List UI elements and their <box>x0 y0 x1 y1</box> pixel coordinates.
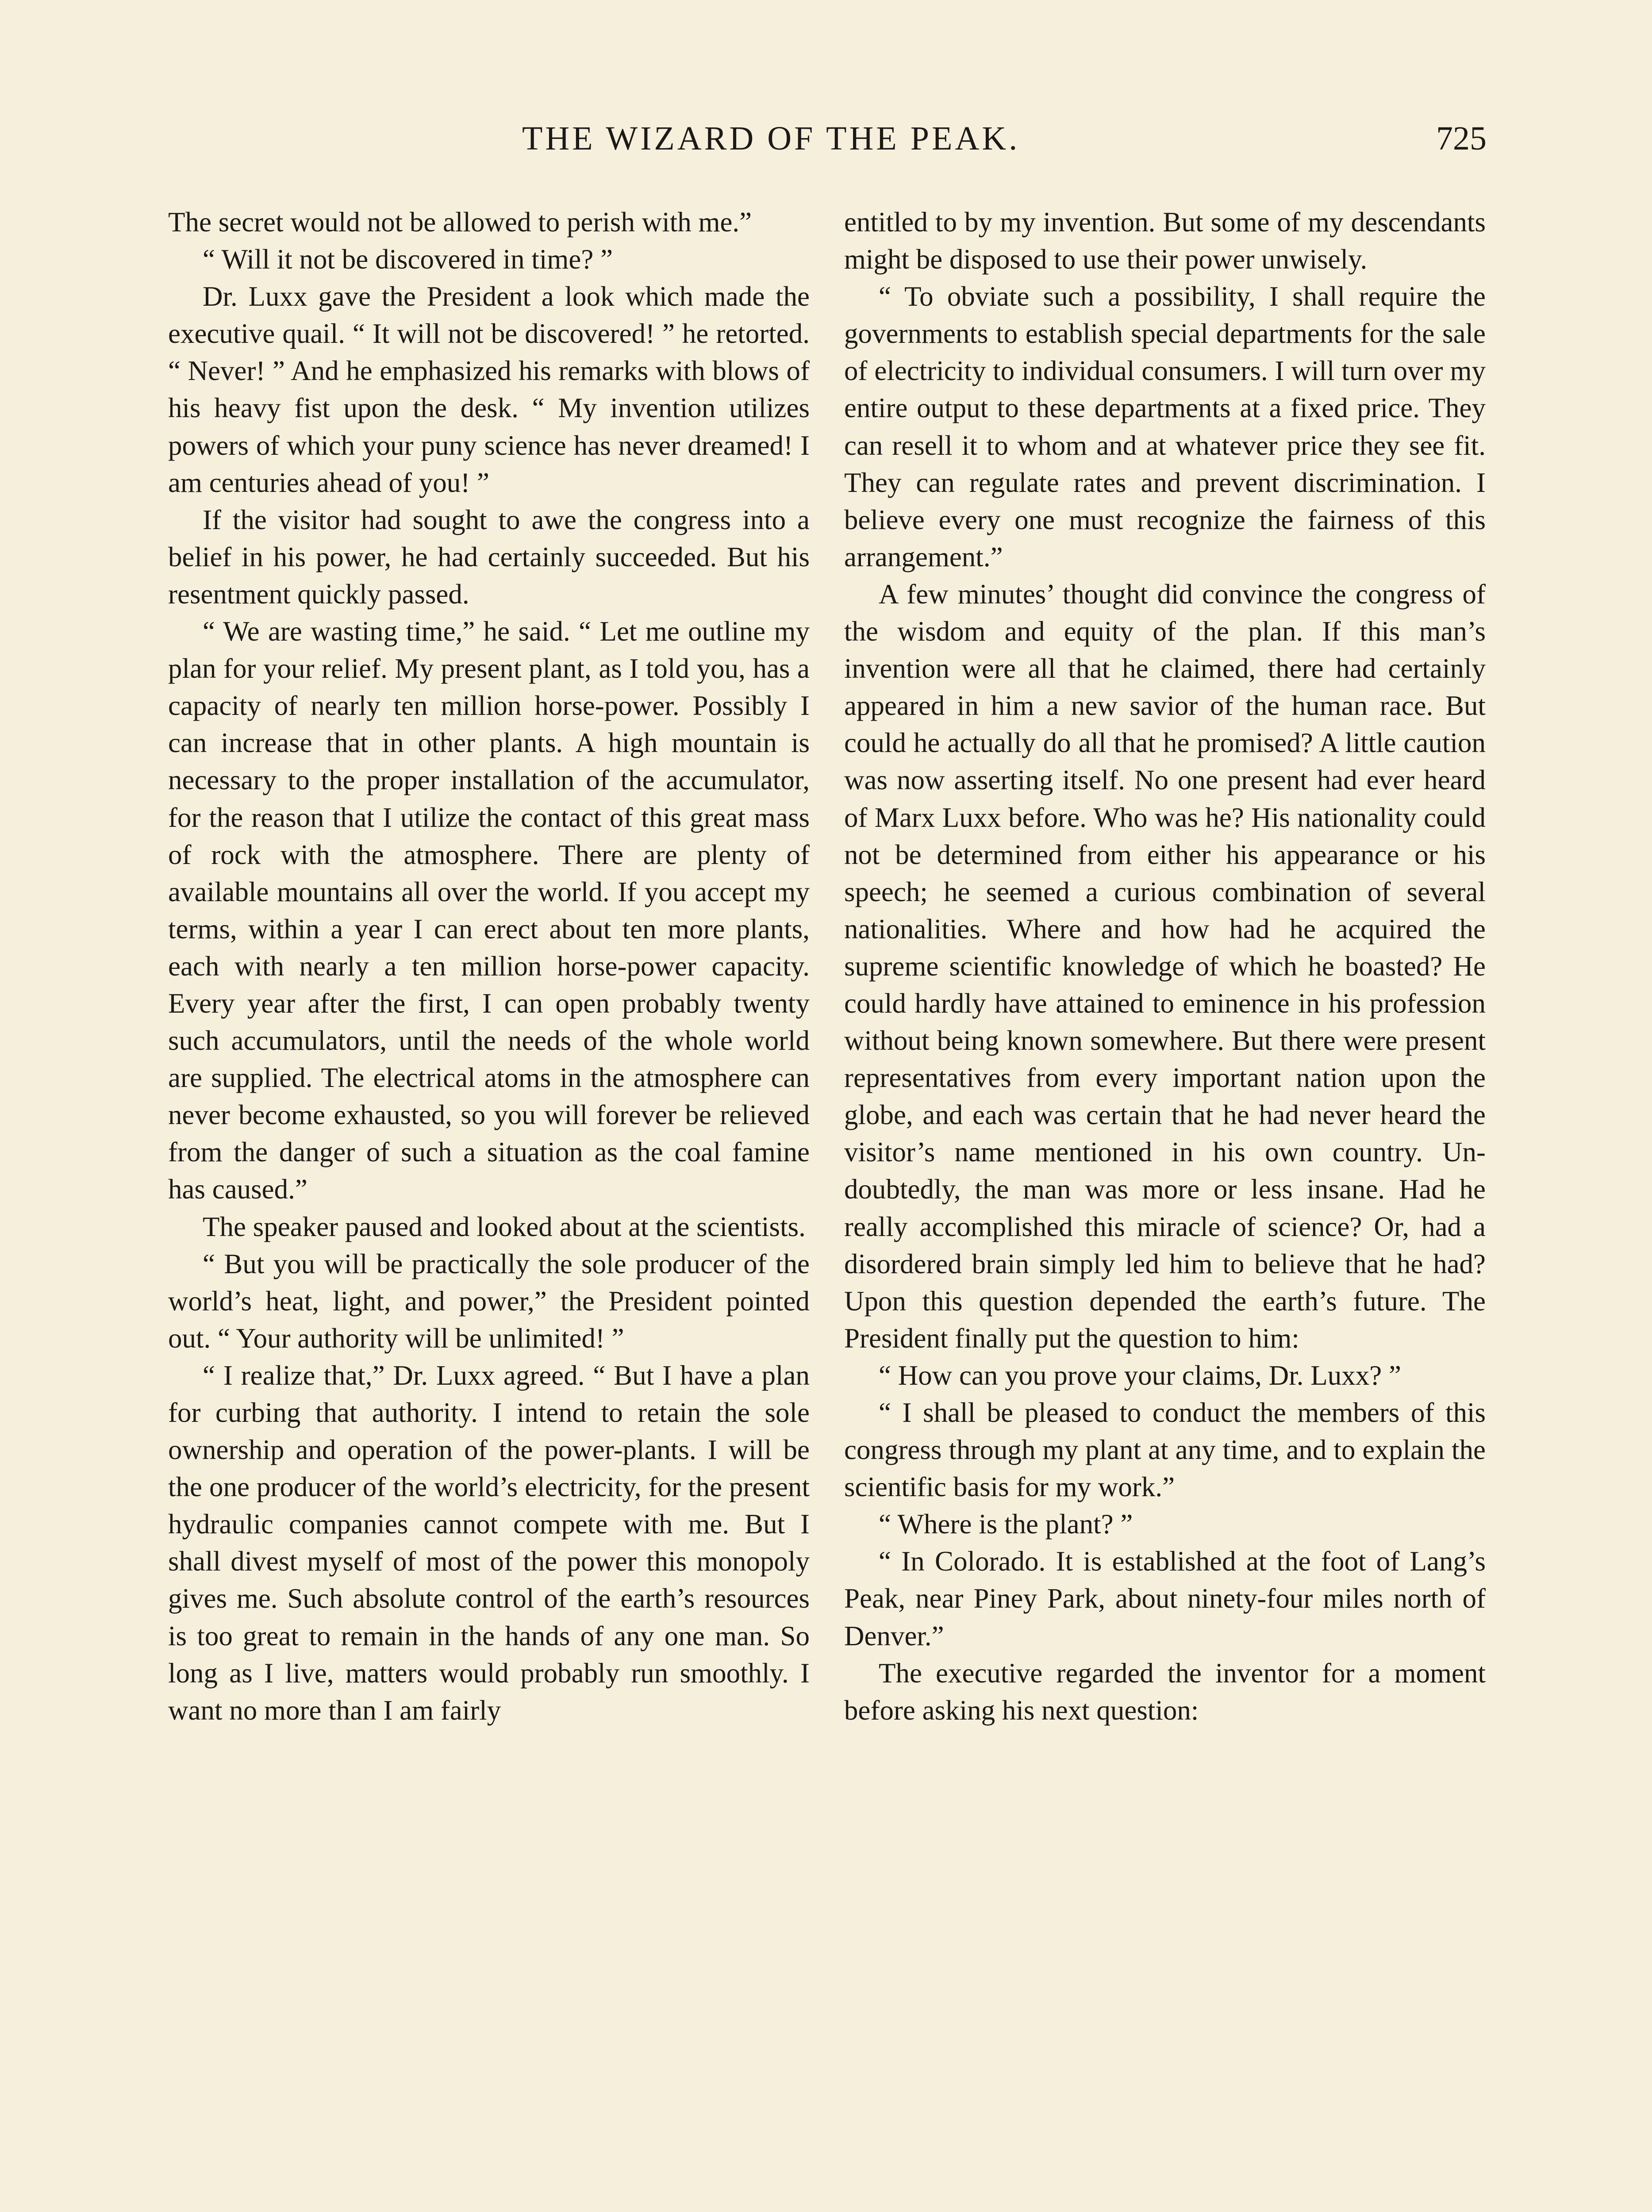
paragraph: The executive regarded the inventor for a moment before asking his next question: <box>844 1657 1486 1726</box>
paragraph: The secret would not be allowed to perish with me.” <box>168 207 752 238</box>
paragraph: Dr. Luxx gave the President a look which made the executive quail. “ It will not be discovered! ” he retorted. “ Never! ” And he emphasized his remarks with blows of his heavy fist upon the desk. “ My invention utilizes powers of which your puny science has never dreamed! I am centuries ahead of you! ” <box>168 281 810 498</box>
paragraph: “ We are wasting time,” he said. “ Let me outline my plan for your relief. My present plant, as I told you, has a capacity of nearly ten million horse-power. Possibly I can increase that in other plants. A high mountain is necessary to the proper installation of the accumulator, for the reason that I utilize the contact of this great mass of rock with the atmosphere. There are plenty of available mountains all over the world. If you accept my terms, within a year I can erect about ten more plants, each with nearly a ten million horse-power capacity. Every year after the first, I can open probably twenty such accumulators, until the needs of the whole world are supplied. The electrical atoms in the atmosphere can never become exhausted, so you will forever be relieved from the danger of such a situation as the coal famine has caused.” <box>168 616 810 1205</box>
paragraph: “ Will it not be discovered in time? ” <box>203 244 613 275</box>
running-title: THE WIZARD OF THE PEAK. <box>522 120 1020 157</box>
paragraph: A few minutes’ thought did convince the congress of the wisdom and equity of the plan. If this man’s invention were all that he claimed, there had certainly appeared in him a new savior of the human race. But could he actually do all that he promised? A little caution was now asserting itself. No one present had ever heard of Marx Luxx before. Who was he? His nationality could not be determined from either his appearance or his speech; he seemed a curious combination of several nationalities. Where and how had he acquired the supreme scientific knowledge of which he boasted? He could hardly have attained to eminence in his profession without being known somewhere. But there were present representatives from every important nation upon the globe, and each was certain that he had never heard the visitor’s name mentioned in his own country. Undoubtedly, the man was more or less insane. Had he really accomplished this miracle of science? Or, had a disordered brain simply led him to believe that he had? Upon this question depended the earth’s future. The President finally put the question to him: <box>844 578 1486 1354</box>
page-number: 725 <box>1436 120 1487 157</box>
paragraph: “ In Colorado. It is established at the foot of Lang’s Peak, near Piney Park, about ninety-four miles north of Denver.” <box>844 1546 1486 1651</box>
running-head <box>0 119 1652 173</box>
paragraph: “ I realize that,” Dr. Luxx agreed. “ But I have a plan for curbing that authority. I intend to retain the sole ownership and operation of the power-plants. I will be the one producer of the world’s electricity, for the present hydraulic companies cannot compete with me. But I shall divest myself of most of the power this monopoly gives me. Such absolute control of the earth’s resources is too great to remain in the hands of any one man. So long as I live, matters would probably run smoothly. I want no more than I am fairly <box>168 1359 810 1726</box>
right-column <box>844 204 1486 1729</box>
paragraph: entitled to by my invention. But some of my descendants might be disposed to use their power unwisely. <box>844 207 1486 275</box>
paragraph: “ How can you prove your claims, Dr. Luxx? ” <box>879 1359 1401 1391</box>
paragraph: “ I shall be pleased to conduct the members of this congress through my plant at any time, and to explain the scientific basis for my work.” <box>844 1397 1486 1503</box>
paragraph: “ Where is the plant? ” <box>879 1509 1133 1540</box>
paragraph: “ But you will be practically the sole producer of the world’s heat, light, and power,” the President pointed out. “ Your authority will be unlimited! ” <box>168 1248 810 1354</box>
paragraph: “ To obviate such a possibility, I shall require the governments to establish special departments for the sale of electricity to individual consumers. I will turn over my entire output to these departments at a fixed price. They can resell it to whom and at whatever price they see fit. They can regulate rates and prevent discrimination. I believe every one must recognize the fairness of this arrangement.” <box>844 281 1486 572</box>
left-column <box>168 204 810 1729</box>
paragraph: If the visitor had sought to awe the congress into a belief in his power, he had certainly succeeded. But his resentment quickly passed. <box>168 504 810 610</box>
paragraph: The speaker paused and looked about at the scientists. <box>203 1211 806 1242</box>
